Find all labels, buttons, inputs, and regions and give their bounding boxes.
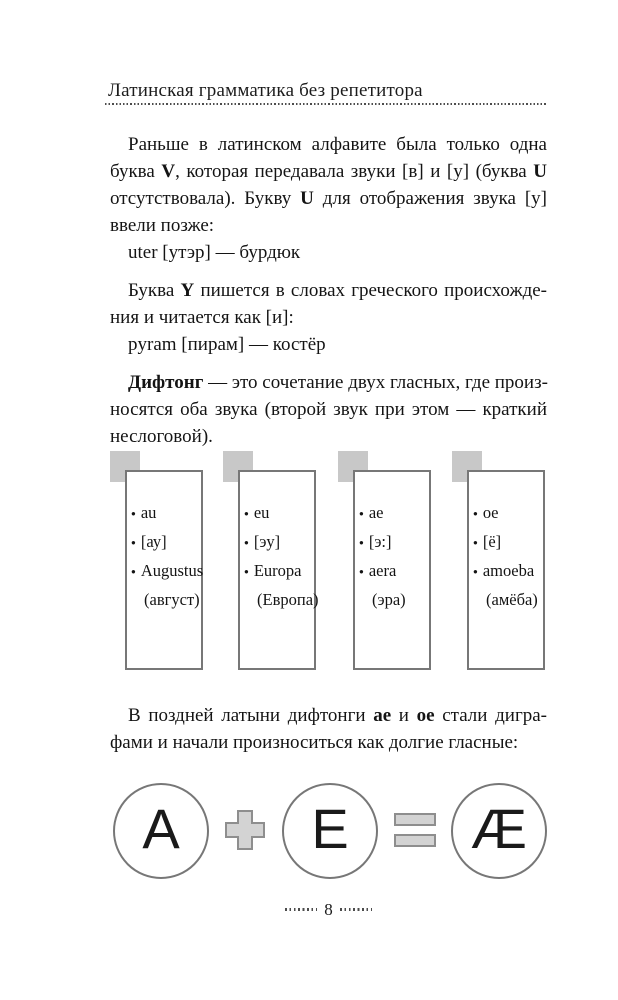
bullet-icon: ● bbox=[359, 538, 364, 547]
text-run: отсутствовала). Букву bbox=[110, 188, 301, 209]
body-paragraph bbox=[110, 369, 547, 450]
body-paragraph bbox=[110, 277, 547, 358]
bullet-item bbox=[359, 558, 429, 587]
bullet-icon: ● bbox=[131, 567, 136, 576]
footer-dots-left bbox=[285, 908, 317, 911]
bullet-item bbox=[473, 558, 543, 587]
plus-icon bbox=[223, 808, 267, 852]
text-run: Y bbox=[180, 280, 195, 301]
text-run: ввели позже: bbox=[110, 215, 215, 236]
text-run: oe bbox=[416, 705, 435, 726]
bullet-icon: ● bbox=[473, 538, 478, 547]
text-run: ae bbox=[373, 705, 392, 726]
bullet-text: Augustus bbox=[140, 561, 204, 580]
bullet-continuation: (эра) bbox=[372, 590, 406, 609]
diphthong-card bbox=[223, 451, 318, 671]
body-paragraph bbox=[110, 131, 547, 266]
text-run: , которая передавала звуки [в] и [у] (буква bbox=[175, 161, 534, 182]
footer-dots-right bbox=[340, 908, 372, 911]
text-run: В поздней латыни дифтонги bbox=[128, 705, 374, 726]
circle-letter-ae: Æ bbox=[471, 797, 527, 860]
paragraph-line bbox=[110, 212, 547, 239]
bullet-icon: ● bbox=[473, 509, 478, 518]
bullet-icon: ● bbox=[131, 509, 136, 518]
text-run: — это сочетание двух гласных, где произ- bbox=[203, 372, 548, 393]
paragraph-line bbox=[110, 158, 547, 185]
bullet-text: oe bbox=[482, 503, 499, 522]
text-run: стали дигра- bbox=[434, 705, 547, 726]
bullet-item bbox=[244, 558, 314, 587]
diphthong-card bbox=[452, 451, 547, 671]
bullet-text: [ё] bbox=[482, 532, 502, 551]
text-run: неслоговой). bbox=[110, 426, 213, 447]
bullet-text: ae bbox=[368, 503, 384, 522]
bullet-continuation: (Европа) bbox=[257, 590, 319, 609]
card-body bbox=[238, 470, 319, 670]
bullet-text: [э:] bbox=[368, 532, 392, 551]
text-run: для отображения звука [у] bbox=[313, 188, 547, 209]
paragraph-line bbox=[110, 277, 547, 304]
bullet-item bbox=[244, 500, 314, 529]
equals-icon bbox=[394, 813, 436, 847]
header-divider bbox=[105, 103, 547, 105]
text-run: носятся оба звука (второй звук при этом — краткий bbox=[110, 399, 547, 420]
running-header-title: Латинская грамматика без репетитора bbox=[108, 80, 423, 101]
card-body bbox=[125, 470, 203, 670]
paragraph-line bbox=[110, 185, 547, 212]
diphthong-card bbox=[110, 451, 205, 671]
text-run: Раньше в латинском алфавите была только одна bbox=[128, 134, 547, 155]
late-latin-paragraph bbox=[110, 702, 547, 756]
digraph-diagram bbox=[110, 782, 547, 882]
circle-letter-e: E bbox=[311, 797, 349, 860]
bullet-item bbox=[244, 529, 314, 558]
bullet-item bbox=[473, 529, 543, 558]
bullet-item bbox=[131, 500, 201, 529]
bullet-text: amoeba bbox=[482, 561, 535, 580]
bullet-text: au bbox=[140, 503, 157, 522]
bullet-item bbox=[359, 529, 429, 558]
text-run: и bbox=[391, 705, 417, 726]
card-body bbox=[467, 470, 545, 670]
bullet-continuation: (август) bbox=[144, 590, 200, 609]
text-run: U bbox=[533, 161, 547, 182]
text-run: uter [утэр] — бурдюк bbox=[128, 242, 301, 263]
paragraph-line bbox=[110, 396, 547, 423]
card-body bbox=[353, 470, 431, 670]
bullet-item bbox=[359, 500, 429, 529]
bullet-text: [эу] bbox=[253, 532, 281, 551]
example-line bbox=[110, 331, 547, 358]
text-run: буква bbox=[110, 161, 162, 182]
letter-circle-a bbox=[113, 783, 209, 879]
bullet-icon: ● bbox=[473, 567, 478, 576]
body-text bbox=[110, 131, 547, 461]
text-run: ния и читается как [и]: bbox=[110, 307, 294, 328]
bullet-item bbox=[131, 529, 201, 558]
bullet-icon: ● bbox=[359, 509, 364, 518]
bullet-icon: ● bbox=[131, 538, 136, 547]
paragraph-line bbox=[110, 131, 547, 158]
bullet-continuation: (амёба) bbox=[486, 590, 538, 609]
paragraph-line bbox=[110, 702, 547, 729]
bullet-item bbox=[131, 558, 204, 587]
bullet-icon: ● bbox=[359, 567, 364, 576]
text-run: Буква bbox=[128, 280, 181, 301]
bullet-text: [ау] bbox=[140, 532, 167, 551]
text-run: Дифтонг bbox=[128, 372, 204, 393]
text-run: U bbox=[300, 188, 314, 209]
letter-circle-ae bbox=[451, 783, 547, 879]
text-run: pyram [пирам] — костёр bbox=[128, 334, 326, 355]
page-footer bbox=[110, 901, 547, 918]
diphthong-card bbox=[338, 451, 433, 671]
bullet-item bbox=[473, 500, 543, 529]
bullet-icon: ● bbox=[244, 567, 249, 576]
bullet-text: Europa bbox=[253, 561, 302, 580]
paragraph-line bbox=[110, 304, 547, 331]
letter-circle-e bbox=[282, 783, 378, 879]
diphthong-cards-row bbox=[110, 451, 547, 671]
running-header bbox=[105, 80, 547, 105]
example-line bbox=[110, 239, 547, 266]
circle-letter-a: A bbox=[142, 797, 180, 860]
paragraph-line bbox=[110, 369, 547, 396]
paragraph-line bbox=[110, 729, 547, 756]
text-run: V bbox=[161, 161, 176, 182]
bullet-text: aera bbox=[368, 561, 397, 580]
bullet-icon: ● bbox=[244, 538, 249, 547]
equals-bar-top bbox=[394, 813, 436, 826]
text-run: пишется в словах греческого происхожде- bbox=[194, 280, 547, 301]
page-number: 8 bbox=[324, 900, 333, 919]
equals-bar-bottom bbox=[394, 834, 436, 847]
bullet-text: eu bbox=[253, 503, 270, 522]
bullet-icon: ● bbox=[244, 509, 249, 518]
text-run: фами и начали произноситься как долгие гласные: bbox=[110, 732, 519, 753]
paragraph-line bbox=[110, 423, 547, 450]
